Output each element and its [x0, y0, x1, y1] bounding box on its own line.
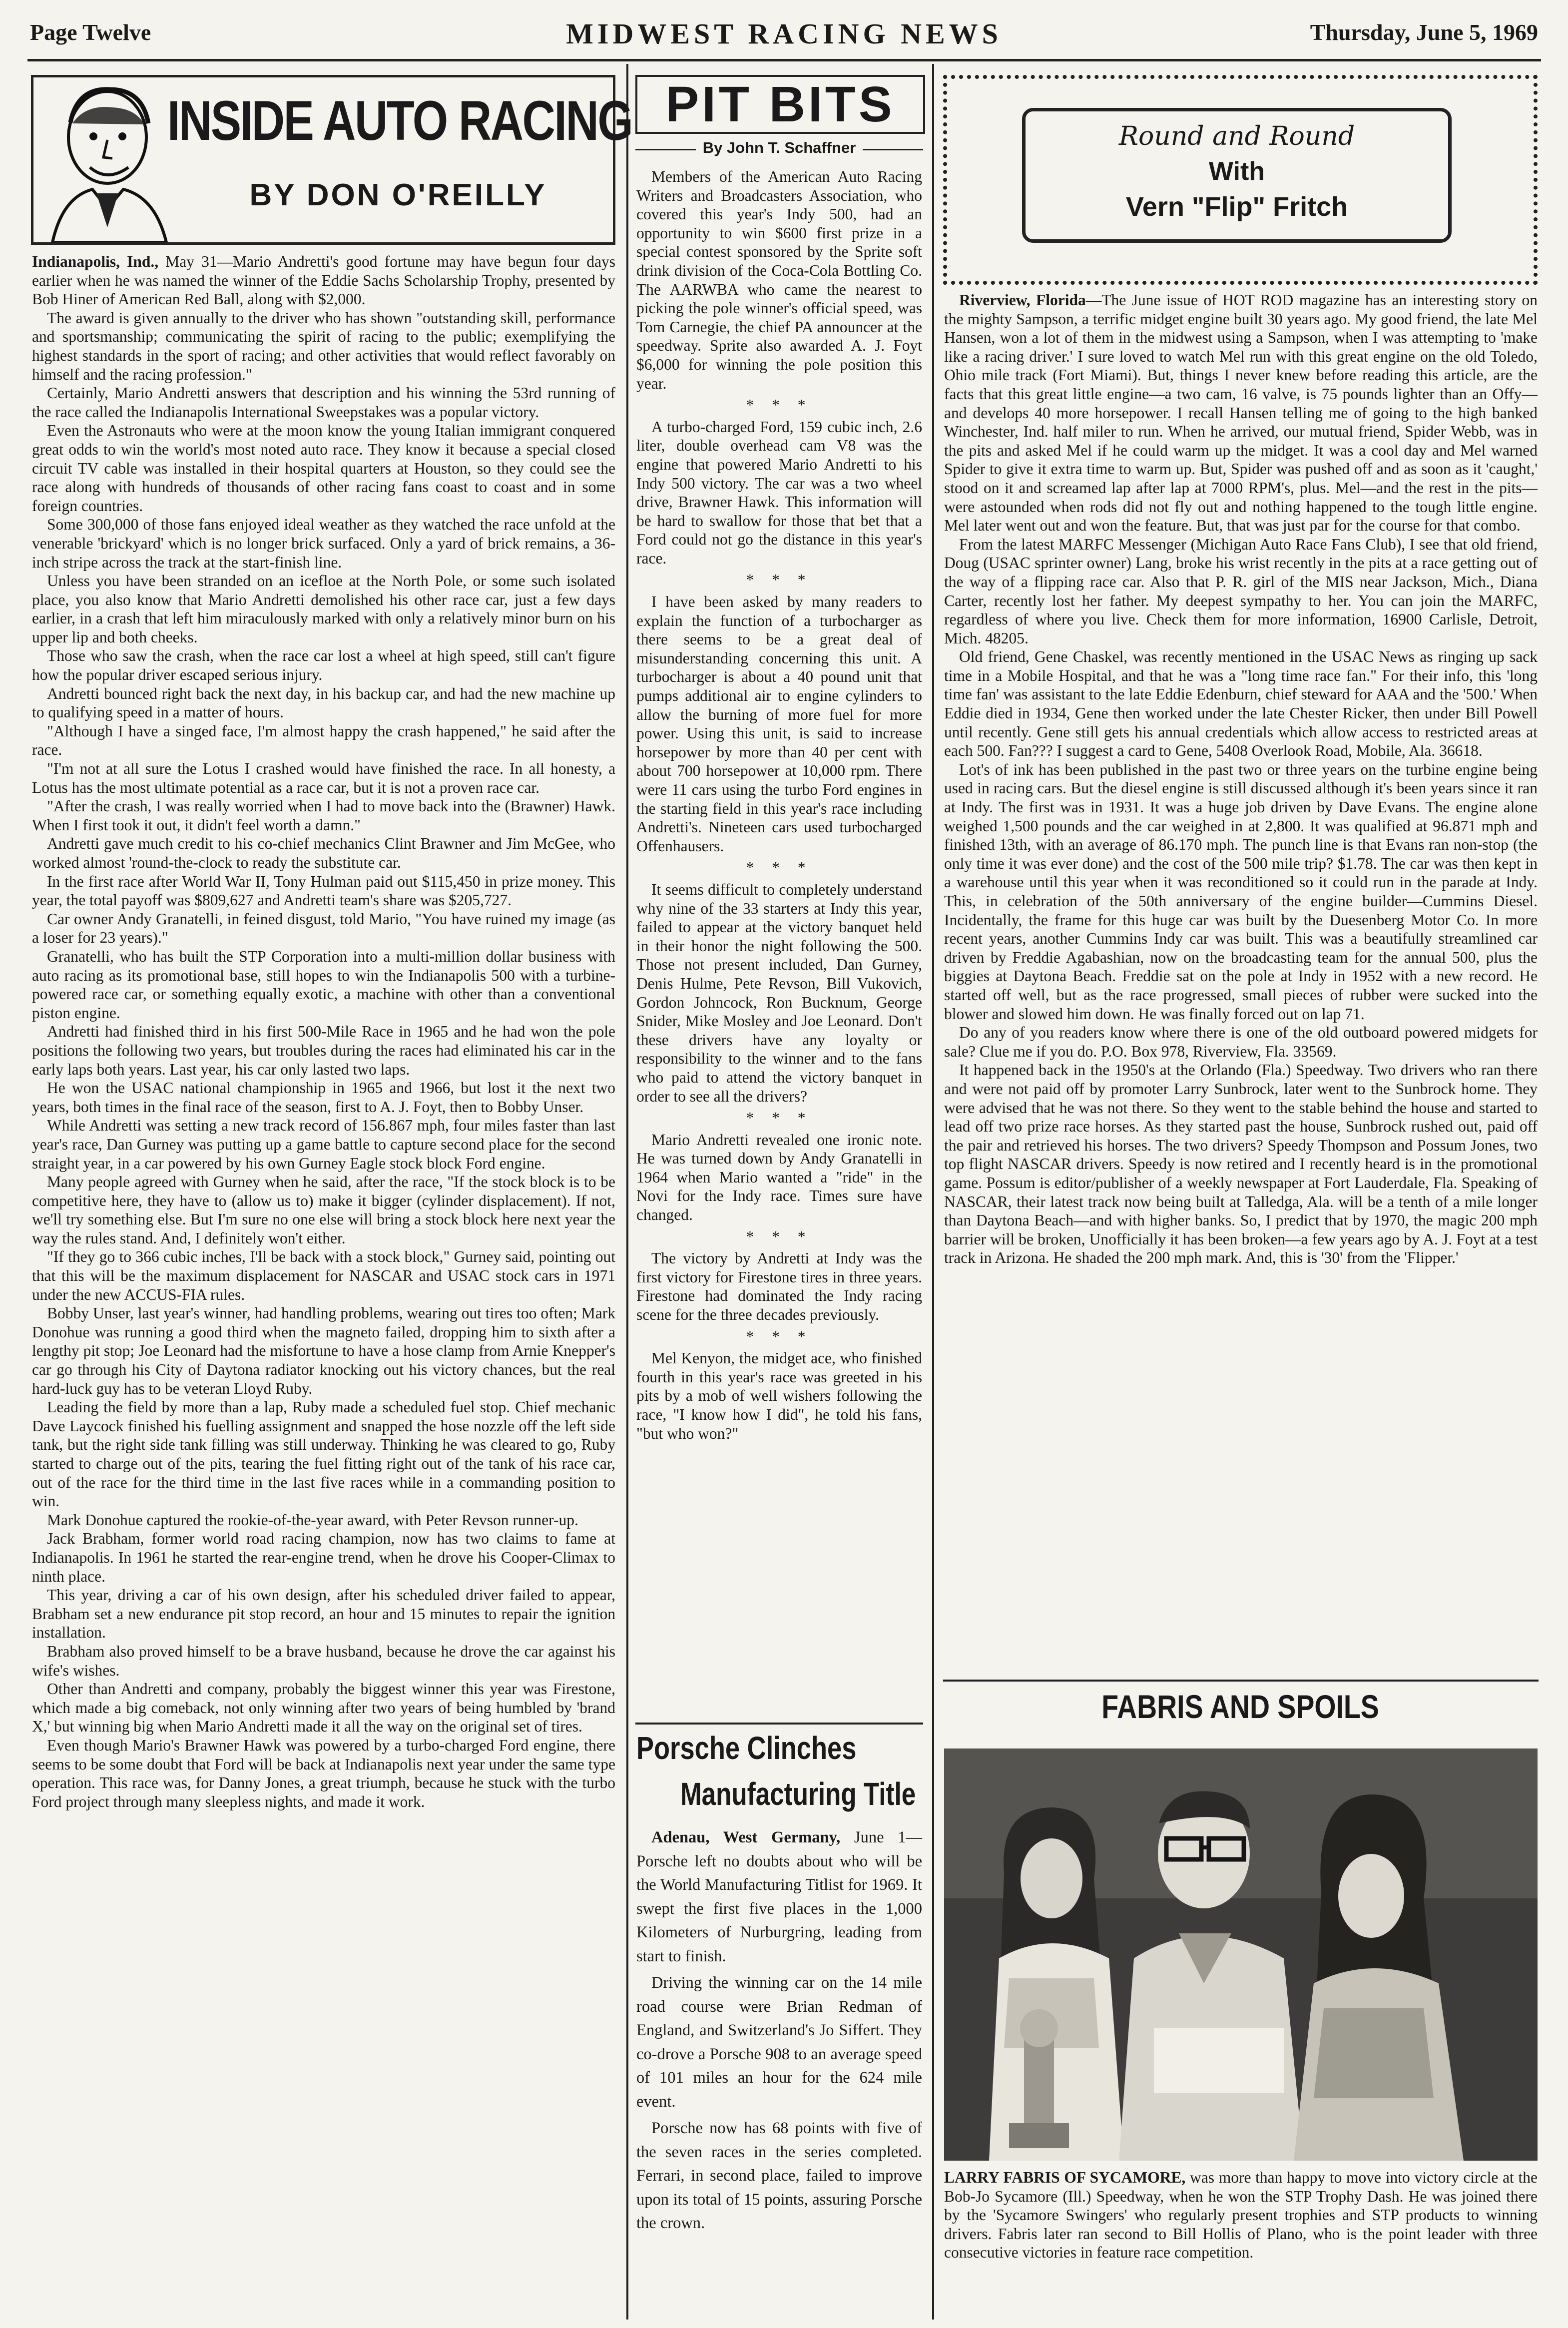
separator: * * *	[746, 1109, 813, 1127]
paragraph: Other than Andretti and company, probably the biggest winner this year was Firestone, which made a big comeback, not only winning after two years of being humbled by 'brand X,' but winning big when Mario Andretti made it all the way on the original set of tires.	[32, 1680, 615, 1736]
inside-auto-racing-header	[31, 75, 632, 245]
column-title-with: With	[1208, 157, 1265, 186]
paragraph: Car owner Andy Granatelli, in feined disgust, told Mario, "You have ruined my image (as a loser for 23 years)."	[32, 910, 615, 947]
pit-bits-item: Members of the American Auto Racing Writers and Broadcasters Association, who covered this year's Indy 500, had an opportunity to win $600 first prize in a special contest sponsored by the Sprite soft drink division of the Coca-Cola Bottling Co. The AARWBA who came the nearest to picking the pole winner's official speed, was Tom Carnegie, the chief PA announcer at the speedway. Sprite also awarded A. J. Foyt $6,000 for winning the pole position this year.	[636, 168, 922, 392]
porsche-lead-paragraph: Adenau, West Germany, June 1—Porsche left no doubts about who will be the World Manufacturing Titlist for 1969. It swept the first five places in the 1,000 Kilometers of Nurburgring, leading from start to finish.	[636, 1828, 923, 1965]
column-rule-1	[626, 64, 628, 2320]
paragraph: It happened back in the 1950's at the Orlando (Fla.) Speedway. Two drivers who ran there and were not paid off by promoter Larry Sunbrock, later went to the Sunbrock home. They were advised that he was not there. So they went to the stable behind the house and started to lead off two prize race horses. As they started past the house, Sunbrock rushed out, paid off the pair and retrieved his horses. The two drivers? Speedy Thompson and Possum Jones, two top flight NASCAR drivers. Speedy is now retired and I recently heard is in the promotional game. Possum is editor/publisher of a weekly newspaper at Fort Lauderdale, Fla. Speaking of NASCAR, their latest track now being built at Talledga, Ala. will be a tenth of a mile longer than Daytona Beach—and with higher banks. So, I predict that by 1970, the magic 200 mph barrier will be broken, Unofficially it has been broken—a few years ago by A. J. Foyt at a test track in Arizona. He shaded the 200 mph mark. And, this is '30' from the 'Flipper.'	[944, 1061, 1538, 1267]
pit-bits-item: Mel Kenyon, the midget ace, who finished fourth in this year's race was greeted in his pits by a mob of well wishers following the race, "I know how I did", he told his fans, "but who won?"	[636, 1349, 922, 1442]
pit-bits-column	[636, 167, 922, 1443]
paragraph: Those who saw the crash, when the race car lost a wheel at high speed, still can't figure how the popular driver escaped serious injury.	[32, 647, 615, 684]
separator: * * *	[746, 571, 813, 589]
separator: * * *	[746, 1327, 813, 1345]
paragraph: Leading the field by more than a lap, Ruby made a scheduled fuel stop. Chief mechanic Dave Laycock finished his fuelling assignment and snapped the hose nozzle off the left side tank, but the right side tank filling was still underway. Thinking he was cleared to go, Ruby started to charge out of the pits, tearing the fuel fitting right out of the tank of his race car, out of the race for the third time in the last five races while in a commanding position to win.	[32, 1398, 615, 1510]
inside-article	[32, 252, 615, 1811]
paragraph: Andretti gave much credit to his co-chief mechanics Clint Brawner and Jim McGee, who worked almost 'round-the-clock to ready the substitute car.	[32, 835, 615, 871]
fabris-title: FABRIS AND SPOILS	[1101, 1688, 1379, 1725]
paragraph: Even the Astronauts who were at the moon know the young Italian immigrant conquered great odds to win the world's most noted auto race. They know it because a special closed circuit TV cable was installed in their hospital quarters at Houston, so they could see the race along with hundreds of thousands of other racing fans coast to coast and in some foreign countries.	[32, 422, 615, 515]
issue-date: Thursday, June 5, 1969	[1310, 19, 1538, 45]
round-dateline: Riverview, Florida	[959, 291, 1086, 309]
round-and-round-column	[944, 291, 1538, 1267]
pit-bits-item: The victory by Andretti at Indy was the first victory for Firestone tires in three years. Firestone had dominated the Indy racing scene for the three decades previously.	[636, 1249, 922, 1324]
pit-bits-header	[635, 75, 923, 170]
paragraph: While Andretti was setting a new track record of 156.867 mph, four miles faster than last year's race, Dan Gurney was putting up a game battle to capture second place for the second straight year, in a car powered by his own Gurney Eagle stock block Ford engine.	[32, 1117, 615, 1172]
fabris-caption	[944, 2168, 1538, 2262]
newspaper-title: MIDWEST RACING NEWS	[566, 17, 1002, 50]
column-rule-2	[932, 64, 934, 2320]
masthead	[30, 19, 1538, 55]
paragraph: Do any of you readers know where there is one of the old outboard powered midgets for sale? Clue me if you do. P.O. Box 978, Riverview, Fla. 33569.	[944, 1024, 1538, 1060]
page-number: Page Twelve	[30, 19, 151, 45]
fabris-divider	[943, 1680, 1539, 1682]
paragraph: From the latest MARFC Messenger (Michigan Auto Race Fans Club), I see that old friend, Doug (USAC sprinter owner) Lang, broke his wrist recently in the pits at a race getting out of the way of a flipping race car. Also that P. R. girl of the MIS near Jackson, Mich., Diana Carter, recently lost her father. My deepest sympathy to her. You can join the MARFC, regardless of where you live. Check them for more information, 16900 Carlisle, Detroit, Mich. 48205.	[944, 535, 1538, 647]
paragraph: In the first race after World War II, Tony Hulman paid out $115,450 in prize money. This year, the total payoff was $809,627 and Andretti team's share was $205,727.	[32, 872, 615, 909]
paragraph: Porsche now has 68 points with five of the seven races in the series completed. Ferrari, in second place, failed to improve upon its total of 15 points, assuring Porsche the crown.	[636, 2119, 922, 2232]
round-lead-paragraph: Riverview, Florida—The June issue of HOT ROD magazine has an interesting story on the mighty Sampson, a terrific midget engine built 30 years ago. My good friend, the late Mel Hansen, won a lot of them in the midwest using a Sampson, when I was attempting to 'make like a racing driver.' I sure loved to watch Mel run with this great engine on the old Toledo, Ohio mile track (Fort Miami). But, things I never knew before reading this article, are the facts that this great little engine—a two cam, 16 valve, is 75 pounds lighter than an Offy—and develops 40 more horsepower. I recall Hansen telling me of going to the high banked Winchester, Ind. half miler to run. When he arrived, our mutual friend, Spider Webb, was in the pits and asked Mel if he could warm up the midget. It was a cool day and Mel warned Spider to give it extra time to warm up. But, Spider was pushed off and as soon as it 'caught,' stood on it and screamed lap after lap at 7000 RPM's, plus. Mel—and the rest in the pits—were astounded when rods did not fly out and nothing happened to the tough little engine. Mel later went out and won the feature. But, that was just par for the course for that combo.	[944, 291, 1538, 535]
inside-dateline: Indianapolis, Ind.,	[32, 253, 159, 270]
masthead-rule	[27, 59, 1541, 61]
porsche-headline-line-2: Manufacturing Title	[680, 1776, 916, 1812]
pit-bits-item: A turbo-charged Ford, 159 cubic inch, 2.6 liter, double overhead cam V8 was the engine that powered Mario Andretti to his Indy 500 victory. The car was a two wheel drive, Brawner Hawk. This information will be hard to swallow for those that bet that a Ford could not go the distance in this year's race.	[636, 418, 922, 567]
paragraph: Certainly, Mario Andretti answers that description and his winning the 53rd running of the race called the Indianapolis International Sweepstakes was a popular victory.	[32, 384, 615, 421]
paragraph: Lot's of ink has been published in the past two or three years on the turbine engine being used in racing cars. But the diesel engine is still discussed although it's been years since it ran at Indy. The first was in 1931. It was a huge job driven by Dave Evans. The engine alone weighed 1,500 pounds and the car weighed in at 2,800. It was qualified at 96.871 mph and finished 13th, with an average of 86.170 mph. The punch line is that Evans ran non-stop (the only time it was ever done) and the cost of the 500 mile trip? $1.78. The car was then kept in a warehouse until this year when it was reconditioned so it could run in the parade at Indy. This, in celebration of the 50th anniversary of the engine builder—Cummins Diesel. Incidentally, the frame for this huge car was built by the Duesenberg Motor Co. In more recent years, another Cummins Indy car was built. This was a beautifully streamlined car driven by Freddie Agabashian, now on the broadcasting team for the annual 500, plus the biggies at Daytona Beach. Freddie sat on the pole at Indy in 1952 with a new record. He started off well, but as the race progressed, small pieces of rubber were sucked into the blower and slowed him down. He was finally forced out on lap 71.	[944, 760, 1538, 1023]
paragraph: Old friend, Gene Chaskel, was recently mentioned in the USAC News as ringing up sack time in a Mobile Hospital, and that he was a "long time race fan." For their info, this 'long time fan' was assistant to the late Eddie Edenburn, chief steward for AAA and the '500.' When Eddie died in 1934, Gene then worked under the late Chester Ricker, then under Bill Powell until recently. Gene still gets his annual credentials which allow access to restricted areas at each 500. Fan??? I suggest a card to Gene, 5408 Overlook Road, Mobile, Ala. 36618.	[944, 648, 1538, 760]
paragraph: Many people agreed with Gurney when he said, after the race, "If the stock block is to be competitive here, they have to (allow us to) make it bigger (cylinder displacement). If not, we'll try something else. But I'm sure no one else will bring a stock block here next year the way the rules stand. And, I definitely won't either.	[32, 1173, 615, 1247]
inside-lead-paragraph: Indianapolis, Ind., May 31—Mario Andretti's good fortune may have begun four days earlier when he was named the winner of the Eddie Sachs Scholarship Trophy, presented by Bob Hiner of American Red Ball, along with $2,000.	[32, 253, 616, 308]
paragraph: Granatelli, who has built the STP Corporation into a multi-million dollar business with auto racing as its promotional base, still hopes to win the Indianapolis 500 with a turbine-powered race car, or something equally exotic, a machine with other than a conventional piston engine.	[32, 947, 615, 1022]
paragraph: Jack Brabham, former world road racing champion, now has two claims to fame at Indianapolis. In 1961 he started the rear-engine trend, when he drove his Cooper-Climax to ninth place.	[32, 1530, 615, 1585]
pit-bits-item: It seems difficult to completely understand why nine of the 33 starters at Indy this year, failed to appear at the victory banquet held in their honor the night following the 500. Those not present included, Dan Gurney, Denis Hulme, Pete Revson, Bill Vukovich, Gordon Johncock, Ron Bucknum, George Snider, Mike Mosley and Joe Leonard. Don't these drivers have any loyalty or responsibility to the winner and to the fans who paid to attend the victory banquet in order to see all the drivers?	[636, 880, 922, 1105]
column-title: Round and Round	[1118, 121, 1355, 151]
paragraph: Mark Donohue captured the rookie-of-the-year award, with Peter Revson runner-up.	[47, 1511, 578, 1529]
pit-bits-byline: By John T. Schaffner	[635, 139, 923, 157]
paragraph: Some 300,000 of those fans enjoyed ideal weather as they watched the race unfold at the venerable 'brickyard' which is no longer brick surfaced. Only a yard of brick remains, a 36-inch stripe across the track at the start-finish line.	[32, 516, 615, 571]
paragraph: "Although I have a singed face, I'm almost happy the crash happened," he said after the race.	[32, 722, 615, 759]
columnist-name: Vern "Flip" Fritch	[1125, 192, 1348, 222]
caption-lead: LARRY FABRIS OF SYCAMORE,	[944, 2169, 1186, 2186]
paragraph: "If they go to 366 cubic inches, I'll be back with a stock block," Gurney said, pointing out that this will be the maximum displacement for NASCAR and USAC stock cars in 1971 under the new ACCUS-FIA rules.	[32, 1248, 615, 1303]
porsche-headline-line-1: Porsche Clinches	[636, 1730, 857, 1766]
paragraph: "I'm not at all sure the Lotus I crashed would have finished the race. In all honesty, a Lotus has the most ultimate potential as a race car, but it is not a proven race car.	[32, 760, 615, 796]
paragraph: "After the crash, I was really worried when I had to move back into the (Brawner) Hawk. When I first took it out, it didn't feel worth a damn."	[32, 797, 615, 834]
caption-text: was more than happy to move into victory circle at the Bob-Jo Sycamore (Ill.) Speedway, when he won the STP Trophy Dash. He was joined there by the 'Sycamore Swingers' who regularly present trophies and STP products to winning drivers. Fabris later ran second to Bill Hollis of Plano, who is the point leader with three consecutive victories in feature race competition.	[944, 2169, 1538, 2262]
separator: * * *	[746, 859, 813, 877]
porsche-headline	[635, 1730, 923, 1834]
paragraph: Andretti bounced right back the next day, in his backup car, and had the new machine up to qualifying speed in a matter of hours.	[32, 684, 615, 721]
pit-bits-title: PIT BITS	[635, 75, 925, 134]
fabris-photo	[944, 1748, 1538, 2161]
victory-photo-illustration	[944, 1748, 1538, 2161]
round-and-round-header	[943, 75, 1538, 285]
columnist-portrait-icon	[37, 77, 172, 242]
paragraph: Driving the winning car on the 14 mile road course were Brian Redman of England, and Switzerland's Jo Siffert. They co-drove a Porsche 908 to an average speed of 101 miles an hour for the 624 mile event.	[636, 1974, 922, 2111]
paragraph: The award is given annually to the driver who has shown "outstanding skill, performance and sportsmanship; communicating the spirit of racing to the public; exemplifying the highest standards in the sport of racing; and other activities that would reflect favorably on himself and the racing profession."	[32, 309, 615, 383]
pit-bits-item: I have been asked by many readers to explain the function of a turbocharger as there seems to be a great deal of misunderstanding concerning this unit. A turbocharger is about a 40 pound unit that pumps additional air to engine cylinders to allow the burning of more fuel for more power. Using this unit, is said to increase horsepower by more than 40 per cent with about 700 horsepower at 10,000 rpm. There were 11 cars using the turbo Ford engines in the starting field in this year's race including Andretti's. Nineteen cars used turbocharged Offenhausers.	[636, 593, 922, 855]
separator: * * *	[746, 1227, 813, 1245]
paragraph: Even though Mario's Brawner Hawk was powered by a turbo-charged Ford engine, there seems to be some doubt that Ford will be back at Indianapolis next year under the same type operation. This race was, for Danny Jones, a great triumph, because he stuck with the turbo Ford project through many sleepless nights, and made it work.	[32, 1736, 615, 1810]
porsche-dateline: Adenau, West Germany,	[651, 1828, 841, 1846]
inside-byline: BY DON O'REILLY	[249, 178, 547, 212]
paragraph: This year, driving a car of his own design, after his scheduled driver failed to appear, Brabham set a new endurance pit stop record, an hour and 15 minutes to repair the ignition installation.	[32, 1586, 615, 1642]
porsche-divider	[635, 1723, 923, 1725]
separator: * * *	[746, 396, 813, 414]
pit-bits-item: Mario Andretti revealed one ironic note. He was turned down by Andy Granatelli in 1964 when Mario wanted a "ride" in the Novi for the Indy race. Times sure have changed.	[636, 1131, 922, 1224]
porsche-article	[636, 1826, 922, 2236]
paragraph: Brabham also proved himself to be a brave husband, because he drove the car against his wife's wishes.	[32, 1642, 615, 1679]
paragraph: He won the USAC national championship in 1965 and 1966, but lost it the next two years, both times in the final race of the season, first to A. J. Foyt, then to Bobby Unser.	[32, 1079, 615, 1116]
paragraph: Andretti had finished third in his first 500-Mile Race in 1965 and he had won the pole positions the following two years, but troubles during the races had eliminated his car in the early laps both years. Last year, his car only lasted two laps.	[32, 1023, 615, 1078]
paragraph: Bobby Unser, last year's winner, had handling problems, wearing out tires too often; Mark Donohue was running a good third when the magneto failed, dropping him to sixth after a lengthy pit stop; Joe Leonard had the misfortune to have a hose clamp from Arnie Knepper's car go through his City of Daytona radiator knocking out his victory chances, but the real hard-luck guy has to be veteran Lloyd Ruby.	[32, 1304, 615, 1397]
round-and-round-title-box	[1022, 108, 1452, 243]
inside-title: INSIDE AUTO RACING	[167, 89, 632, 152]
paragraph: Unless you have been stranded on an icefloe at the North Pole, or some such isolated place, you also know that Mario Andretti demolished his other race car, just a few days earlier, in a crash that left him miraculously marked with only a relatively minor burn on his upper lip and both cheeks.	[32, 572, 615, 646]
